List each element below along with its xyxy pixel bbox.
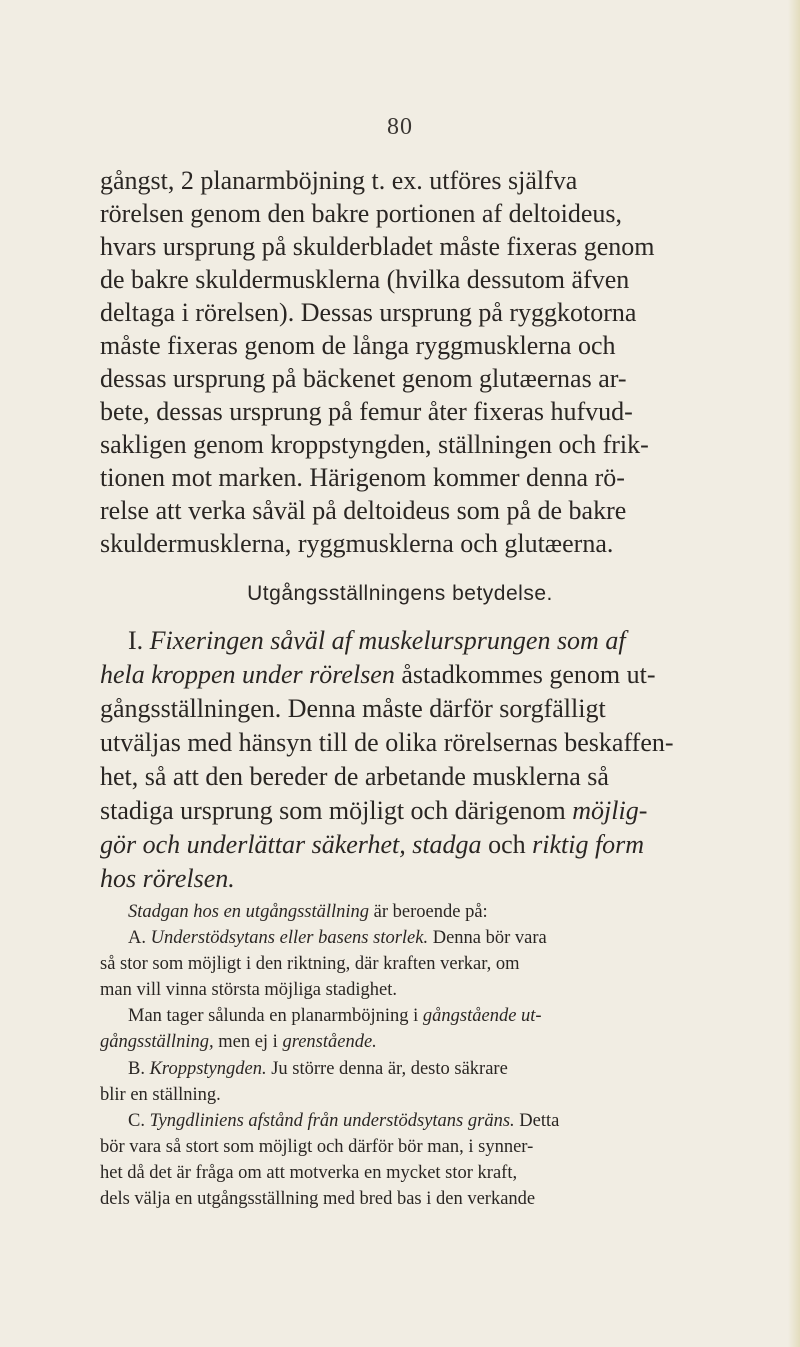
text-line: dels välja en utgångsställning med bred bas i den verkande [100,1189,536,1209]
text-line [128,1004,758,1028]
section-heading: Utgångsställningens betydelse. [247,582,553,605]
italic-text: gångstående ut- [422,1006,542,1026]
text-line [100,1030,758,1054]
italic-text: hos rörelsen. [100,864,235,893]
text-line: så stor som möjligt i den riktning, där kraften verkar, om [100,954,520,974]
italic-text: riktig form [532,830,645,859]
text-line: rörelsen genom den bakre portionen af deltoideus, [100,199,622,228]
italic-text: hela kroppen under rörelsen [100,660,395,689]
text-line: het då det är fråga om att motverka en mycket stor kraft, [100,1163,518,1183]
text-line [100,658,758,692]
text-line: blir en ställning. [100,1085,221,1105]
text-line: hvars ursprung på skulderbladet måste fixeras genom [100,232,655,261]
text: Man tager sålunda en planarmböjning i [128,1006,423,1026]
text-line: bör vara så stort som möjligt och därför bör man, i synner- [100,1137,534,1157]
italic-text: gör och underlättar säkerhet, stadga [100,830,482,859]
text-line: man vill vinna största möjliga stadighet. [100,980,397,1000]
italic-text: Fixeringen såväl af muskelursprungen som af [149,626,626,655]
page-number: 80 [387,114,413,140]
text: B. [128,1059,150,1079]
text-line: het, så att den bereder de arbetande musklerna så [100,762,609,791]
text-line [128,1109,758,1133]
text-line [128,624,758,658]
text-line [100,828,758,862]
text: Detta [514,1111,560,1131]
text-line: tionen mot marken. Härigenom kommer denna rö- [100,463,625,492]
text: Denna bör vara [428,928,547,948]
text-line: skuldermusklerna, ryggmusklerna och glutæerna. [100,529,614,558]
text: A. [128,928,151,948]
text-line [100,794,758,828]
text-line [128,1057,758,1081]
text: C. [128,1111,150,1131]
text: men ej i [213,1032,283,1052]
text-line [100,862,758,896]
text-line: sakligen genom kroppstyngden, ställningen och frik- [100,430,649,459]
italic-text: gångsställning, [100,1032,214,1052]
text: åstadkommes genom ut- [394,660,656,689]
text: stadiga ursprung som möjligt och därigenom [100,796,573,825]
italic-text: Kroppstyngden. [149,1059,267,1079]
italic-text: möjlig- [572,796,648,825]
text: och [481,830,533,859]
text: Ju större denna är, desto säkrare [266,1059,508,1079]
text-line [128,926,758,950]
text-line: gångst, 2 planarmböjning t. ex. utföres själfva [100,166,578,195]
text-line [128,900,758,924]
text-line: relse att verka såväl på deltoideus som på de bakre [100,496,627,525]
italic-text: Stadgan hos en utgångsställning [128,902,370,922]
text-line: dessas ursprung på bäckenet genom glutæernas ar- [100,364,627,393]
text-line: utväljas med hänsyn till de olika rörelsernas beskaffen- [100,728,674,757]
page-edge-shadow [788,0,800,1347]
text: är beroende på: [369,902,488,922]
text-line: bete, dessas ursprung på femur åter fixeras hufvud- [100,397,633,426]
text-line: deltaga i rörelsen). Dessas ursprung på ryggkotorna [100,298,637,327]
numeral: I. [128,626,150,655]
text-line: måste fixeras genom de långa ryggmusklerna och [100,331,616,360]
text-line: de bakre skuldermusklerna (hvilka dessutom äfven [100,265,630,294]
italic-text: Tyngdliniens afstånd från understödsytans gräns. [149,1111,515,1131]
italic-text: Understödsytans eller basens storlek. [150,928,429,948]
text-line: gångsställningen. Denna måste därför sorgfälligt [100,694,606,723]
italic-text: grenstående. [282,1032,377,1052]
